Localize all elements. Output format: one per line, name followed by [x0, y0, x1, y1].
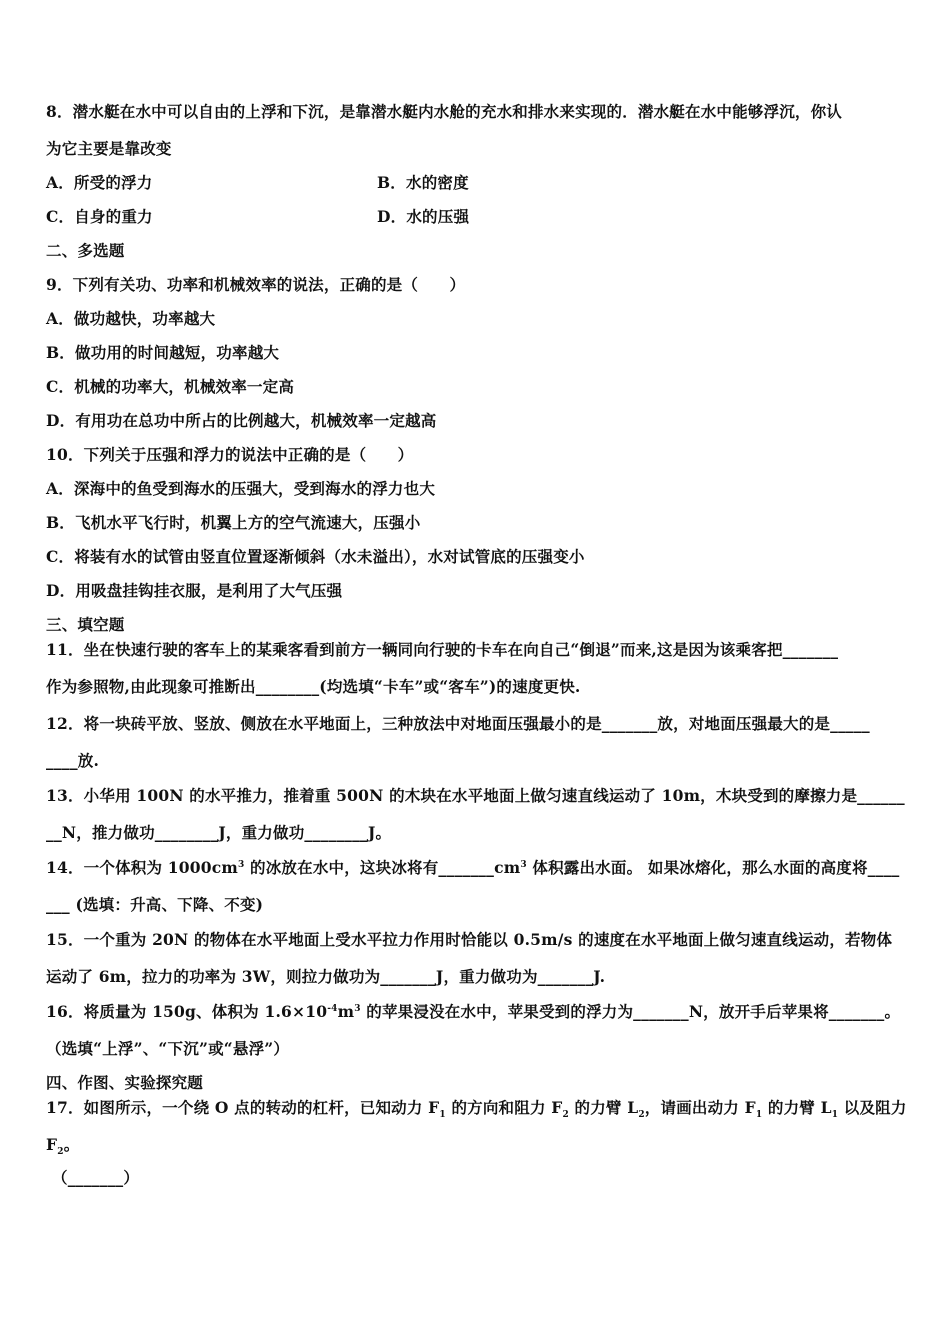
q9-stem: 9．下列有关功、功率和机械效率的说法，正确的是（ ）	[46, 275, 466, 294]
q10-option-d: D．用吸盘挂钩挂衣服，是利用了大气压强	[46, 581, 343, 600]
q11-line2: 作为参照物,由此现象可推断出________(均选填“卡车”或“客车”)的速度更快.	[46, 677, 581, 696]
q14-text-1: 14．一个体积为 1000cm	[46, 858, 238, 877]
q17-sub-3: 2	[638, 1110, 645, 1121]
q17-line2	[46, 1135, 80, 1158]
q17-line1	[46, 1098, 907, 1121]
q17-text-5: 的力臂 L	[762, 1098, 832, 1117]
q17-sub-1: 1	[439, 1110, 446, 1121]
q8-stem-line1: 8．潜水艇在水中可以自由的上浮和下沉，是靠潜水艇内水舱的充水和排水来实现的．潜水艇在水中能够浮沉，你认	[46, 102, 842, 121]
q16-sup-1: -4	[327, 1003, 338, 1014]
q14-line2: ___ (选填：升高、下降、不变)	[46, 895, 264, 914]
q8-option-b: B．水的密度	[377, 173, 469, 192]
q17-line2-text-b: 。	[63, 1135, 80, 1154]
q14-sup-2: 3	[520, 859, 527, 870]
section-drawing-experiment-heading: 四、作图、实验探究题	[46, 1073, 204, 1092]
q8-option-a: A．所受的浮力	[46, 173, 153, 192]
q17-sub-5: 1	[831, 1110, 839, 1121]
q16-sup-2: 3	[354, 1003, 361, 1014]
q17-text-6: 以及阻力	[838, 1098, 907, 1117]
q17-line2-text-a: F	[46, 1135, 58, 1154]
q17-text-4: ，请画出动力 F	[644, 1098, 756, 1117]
q8-option-c: C．自身的重力	[46, 207, 153, 226]
q13-line2: __N，推力做功________J，重力做功________J。	[46, 823, 392, 842]
q16-text-3: 的苹果浸没在水中，苹果受到的浮力为_______N，放开手后苹果将_______。	[360, 1002, 901, 1021]
q16-line2: （选填“上浮”、“下沉”或“悬浮”）	[46, 1039, 290, 1058]
q14-text-3: 体积露出水面。 如果冰熔化，那么水面的高度将____	[526, 858, 900, 877]
q17-sub-4: 1	[755, 1110, 763, 1121]
q11-line1: 11．坐在快速行驶的客车上的某乘客看到前方一辆同向行驶的卡车在向自己“倒退”而来,这是因为该乘客把_______	[46, 640, 839, 659]
q10-option-b: B．飞机水平飞行时，机翼上方的空气流速大，压强小	[46, 513, 421, 532]
q14-text-2: 的冰放在水中，这块冰将有_______cm	[244, 858, 521, 877]
q8-option-d: D．水的压强	[377, 207, 470, 226]
q15-line1: 15．一个重为 20N 的物体在水平地面上受水平拉力作用时恰能以 0.5m/s 的速度在水平地面上做匀速直线运动，若物体	[46, 930, 893, 949]
q14-sup-1: 3	[237, 859, 245, 870]
q10-option-a: A．深海中的鱼受到海水的压强大，受到海水的浮力也大	[46, 479, 436, 498]
q10-option-c: C．将装有水的试管由竖直位置逐渐倾斜（水未溢出），水对试管底的压强变小	[46, 547, 585, 566]
q17-line2-sub: 2	[57, 1147, 64, 1158]
q17-sub-2: 2	[562, 1110, 569, 1121]
q17-answer-blank: （_______）	[52, 1168, 140, 1187]
q16-line1	[46, 1002, 900, 1022]
q8-stem-line2: 为它主要是靠改变	[46, 139, 172, 158]
q17-text-3: 的力臂 L	[568, 1098, 639, 1117]
q9-option-a: A．做功越快，功率越大	[46, 309, 216, 328]
q9-option-b: B．做功用的时间越短，功率越大	[46, 343, 280, 362]
q10-stem: 10．下列关于压强和浮力的说法中正确的是（ ）	[46, 445, 414, 464]
q14-line1	[46, 858, 899, 878]
q17-text-2: 的方向和阻力 F	[445, 1098, 563, 1117]
q16-text-2: m	[337, 1002, 355, 1021]
section-multiple-choice-heading: 二、多选题	[46, 241, 125, 260]
q9-option-c: C．机械的功率大，机械效率一定高	[46, 377, 295, 396]
q17-text-1: 17．如图所示，一个绕 O 点的转动的杠杆，已知动力 F	[46, 1098, 440, 1117]
q16-text-1: 16．将质量为 150g、体积为 1.6×10	[46, 1002, 328, 1021]
section-fill-blank-heading: 三、填空题	[46, 615, 125, 634]
q13-line1: 13．小华用 100N 的水平推力，推着重 500N 的木块在水平地面上做匀速直线运动了 10m，木块受到的摩擦力是______	[46, 786, 905, 805]
q12-line2: ____放.	[46, 751, 100, 770]
q12-line1: 12．将一块砖平放、竖放、侧放在水平地面上，三种放法中对地面压强最小的是_______放，对地面压强最大的是_____	[46, 714, 870, 733]
q9-option-d: D．有用功在总功中所占的比例越大，机械效率一定越高	[46, 411, 437, 430]
q15-line2: 运动了 6m，拉力的功率为 3W，则拉力做功为_______J，重力做功为_______J.	[46, 967, 606, 986]
